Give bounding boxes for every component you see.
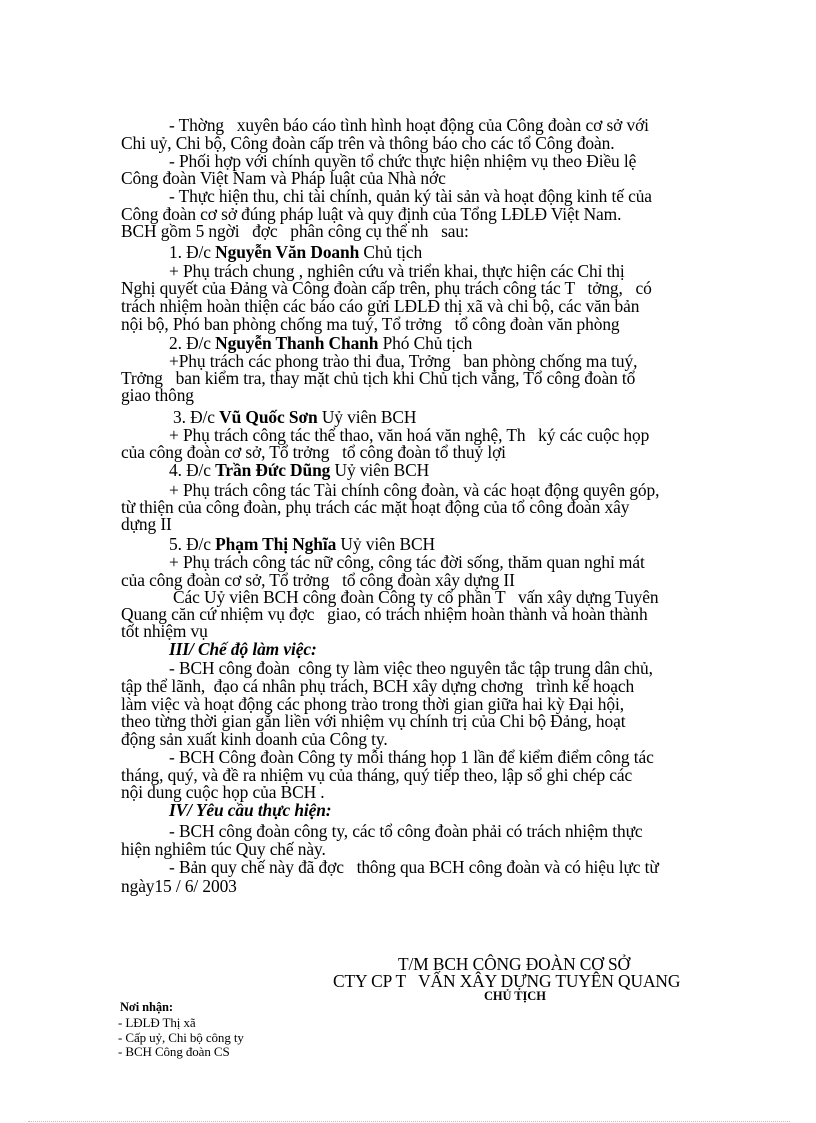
document-line <box>121 134 614 152</box>
line-text: giao thông <box>121 385 194 405</box>
signature-line-1: T/M BCH CÔNG ĐOÀN CƠ SỞ <box>398 954 631 974</box>
document-line <box>169 535 435 553</box>
line-text: + Phụ trách chung , nghiên cứu và triển khai, thực hiện các Chỉ thị <box>169 261 625 281</box>
line-text: + Phụ trách công tác thể thao, văn hoá văn nghệ, Th ký các cuộc họp <box>169 425 650 445</box>
line-text: hiện nghiêm túc Quy chế này. <box>121 839 326 859</box>
line-text: tốt nhiệm vụ <box>121 621 208 641</box>
document-line <box>169 187 652 205</box>
line-text: 5. Đ/c <box>169 534 216 554</box>
line-text: làm việc và hoạt động các phong trào trong thời gian giữa hai kỳ Đại hội, <box>121 694 624 714</box>
document-line <box>121 677 634 695</box>
line-text: theo từng thời gian gắn liền với nhiệm vụ chính trị của Chi bộ Đảng, hoạt <box>121 711 626 731</box>
line-text: nội dung cuộc họp của BCH . <box>121 782 325 802</box>
line-text: nội bộ, Phó ban phòng chống ma tuý, Tổ trởng tổ công đoàn văn phòng <box>121 314 620 334</box>
line-text: Chủ tịch <box>359 242 423 262</box>
document-line <box>121 712 625 730</box>
document-line <box>121 279 652 297</box>
line-text: - Bản quy chế này đã đợc thông qua BCH công đoàn và có hiệu lực từ <box>169 857 659 877</box>
line-text: BCH gồm 5 ngời đợc phân công cụ thể nh sau: <box>121 221 469 241</box>
line-text: Uỷ viên BCH <box>317 407 417 427</box>
line-text: Chi uỷ, Chi bộ, Công đoàn cấp trên và thông báo cho các tổ Công đoàn. <box>121 133 615 153</box>
member-name: Nguyễn Thanh Chanh <box>215 333 379 353</box>
document-line <box>169 801 332 819</box>
member-name: Nguyễn Văn Doanh <box>215 242 360 262</box>
recipient-item: - Cấp uỷ, Chi bộ công ty <box>118 1030 244 1045</box>
line-text: +Phụ trách các phong trào thi đua, Trởng ban phòng chống ma tuý, <box>169 351 638 371</box>
line-text: Quang căn cứ nhiệm vụ đợc giao, có trách nhiệm hoàn thành và hoàn thành <box>121 604 648 624</box>
line-text: của công đoàn cơ sở, Tổ trởng tổ công đoàn xây dựng II <box>121 570 515 590</box>
document-line <box>121 877 237 895</box>
line-text: 1. Đ/c <box>169 242 216 262</box>
document-line <box>169 461 429 479</box>
member-name: Trần Đức Dũng <box>215 460 331 480</box>
signature-title: CHỦ TỊCH <box>484 989 546 1003</box>
document-line <box>121 315 620 333</box>
document-line <box>169 640 317 658</box>
line-text: tập thể lãnh, đạo cá nhân phụ trách, BCH xây dựng chơng trình kế hoạch <box>121 676 635 696</box>
line-text: Trởng ban kiểm tra, thay mặt chủ tịch khi Chủ tịch vắng, Tổ công đoàn tổ <box>121 368 636 388</box>
line-text: dựng II <box>121 514 172 534</box>
line-text: Công đoàn Việt Nam và Pháp luật của Nhà nớc <box>121 168 446 188</box>
line-text: của công đoàn cơ sở, Tổ trởng tổ công đoàn tổ thuỷ lợi <box>121 442 506 462</box>
line-text: - BCH Công đoàn Công ty mỗi tháng họp 1 lần để kiểm điểm công tác <box>169 747 654 767</box>
line-text: 3. Đ/c <box>173 407 220 427</box>
document-line <box>169 334 472 352</box>
line-text: Uỷ viên BCH <box>336 534 435 554</box>
document-line <box>169 748 654 766</box>
document-line <box>121 169 446 187</box>
line-text: Công đoàn cơ sở đúng pháp luật và quy định của Tổng LĐLĐ Việt Nam. <box>121 204 622 224</box>
recipient-item: - BCH Công đoàn CS <box>118 1044 230 1059</box>
line-text: Phó Chủ tịch <box>378 333 473 353</box>
document-line <box>121 730 388 748</box>
line-text: - Phối hợp với chính quyền tổ chức thực hiện nhiệm vụ theo Điều lệ <box>169 151 637 171</box>
recipient-item: - LĐLĐ Thị xã <box>118 1015 196 1030</box>
document-line <box>121 443 506 461</box>
line-text: từ thiện của công đoàn, phụ trách các mặt hoạt động của tổ công đoàn xây <box>121 497 630 517</box>
document-line <box>121 386 194 404</box>
line-text: 2. Đ/c <box>169 333 216 353</box>
document-line <box>169 243 422 261</box>
signature-line-2: CTY CP T VẤN XÂY DỰNG TUYÊN QUANG <box>333 971 681 991</box>
section-heading: IV/ Yêu cầu thực hiện: <box>169 800 332 820</box>
line-text: trách nhiệm hoàn thiện các báo cáo gửi LĐLĐ thị xã và chi bộ, các văn bản <box>121 296 640 316</box>
line-text: - BCH công đoàn công ty làm việc theo nguyên tắc tập trung dân chủ, <box>169 658 653 678</box>
document-line <box>121 515 172 533</box>
document-line <box>169 659 653 677</box>
line-text: - Thực hiện thu, chi tài chính, quản ký tài sản và hoạt động kinh tế của <box>169 186 652 206</box>
line-text: Uỷ viên BCH <box>330 460 430 480</box>
document-line <box>121 297 639 315</box>
line-text: ngày15 / 6/ 2003 <box>121 876 237 896</box>
document-line <box>121 622 208 640</box>
line-text: - BCH công đoàn công ty, các tổ công đoàn phải có trách nhiệm thực <box>169 821 643 841</box>
document-line <box>121 783 325 801</box>
line-text: 4. Đ/c <box>169 460 216 480</box>
section-heading: III/ Chế độ làm việc: <box>169 639 317 659</box>
document-line <box>169 822 643 840</box>
document-line <box>169 553 645 571</box>
page-footer-rule <box>28 1121 790 1122</box>
member-name: Phạm Thị Nghĩa <box>215 534 337 554</box>
document-line <box>121 840 326 858</box>
line-text: + Phụ trách công tác Tài chính công đoàn, và các hoạt động quyên góp, <box>169 480 660 500</box>
line-text: - Thờng xuyên báo cáo tình hình hoạt động của Công đoàn cơ sở với <box>169 115 649 135</box>
line-text: Các Uỷ viên BCH công đoàn Công ty cổ phần T vấn xây dựng Tuyên <box>173 587 659 607</box>
line-text: tháng, quý, và đề ra nhiệm vụ của tháng, quý tiếp theo, lập sổ ghi chép các <box>121 765 633 785</box>
line-text: động sản xuất kinh doanh của Công ty. <box>121 729 388 749</box>
document-line <box>169 858 659 876</box>
document-line <box>121 222 469 240</box>
document-line <box>169 116 649 134</box>
document-line <box>121 498 629 516</box>
recipients-title: Nơi nhận: <box>120 1000 173 1014</box>
document-line <box>121 369 635 387</box>
line-text: Nghị quyết của Đảng và Công đoàn cấp trên, phụ trách công tác T tởng, có <box>121 278 652 298</box>
line-text: + Phụ trách công tác nữ công, công tác đời sống, thăm quan nghỉ mát <box>169 552 645 572</box>
member-name: Vũ Quốc Sơn <box>219 407 318 427</box>
document-line <box>173 408 416 426</box>
